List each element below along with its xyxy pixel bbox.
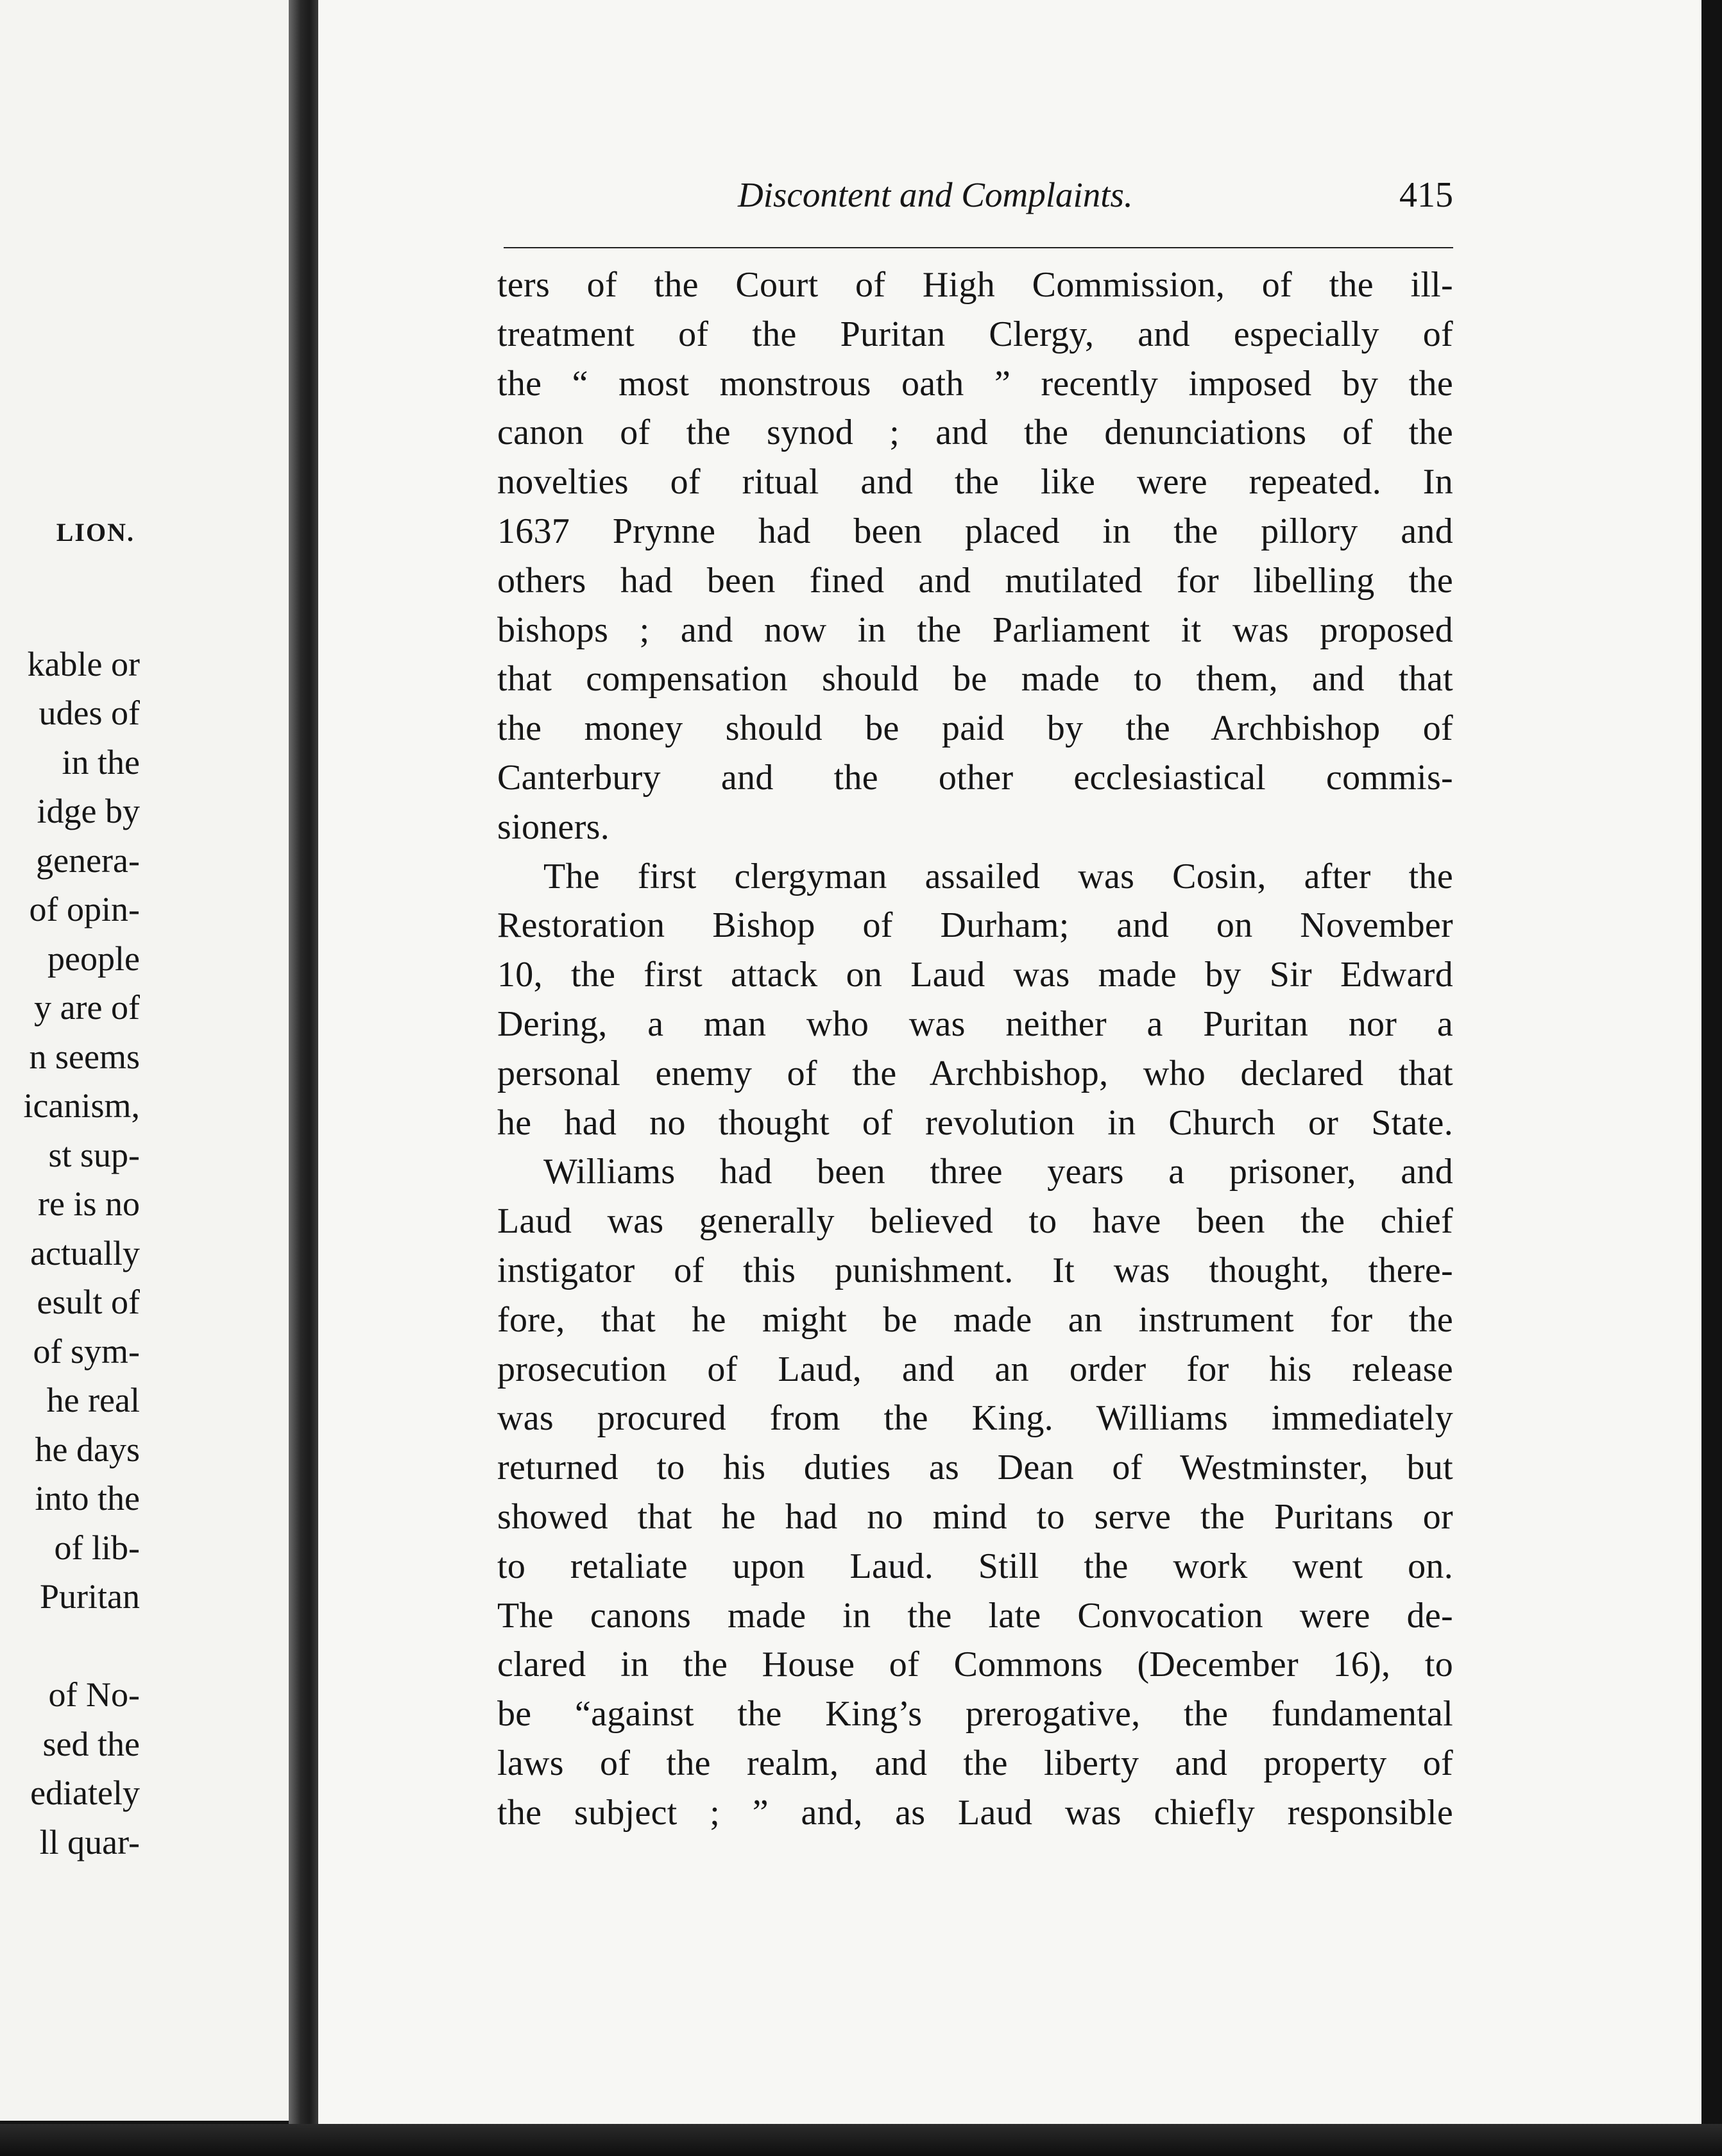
left-page-text	[0, 590, 140, 1916]
text-line: the money should be paid by the Archbishop of	[497, 708, 1453, 749]
left-line: y are of	[34, 988, 140, 1027]
text-line: fore, that he might be made an instrument for the	[497, 1299, 1453, 1340]
left-line: Puritan	[40, 1577, 140, 1616]
text-line: bishops ; and now in the Parliament it was proposed	[497, 610, 1453, 650]
text-line: clared in the House of Commons (December 16), to	[497, 1645, 1453, 1685]
left-line: he real	[46, 1381, 140, 1419]
left-line: re is no	[38, 1185, 140, 1223]
text-line: 1637 Prynne had been placed in the pillory and	[497, 511, 1453, 551]
text-line: showed that he had no mind to serve the Puritans or	[497, 1496, 1453, 1537]
paragraph	[497, 852, 1453, 1148]
book-gutter	[289, 0, 318, 2156]
text-line: canon of the synod ; and the denunciations of the	[497, 413, 1453, 453]
text-line: The canons made in the late Convocation were de-	[497, 1595, 1453, 1636]
left-line: ediately	[30, 1774, 140, 1812]
left-line: of lib-	[54, 1528, 140, 1567]
left-line: genera-	[36, 841, 140, 880]
paragraph	[497, 1147, 1453, 1837]
body-text	[497, 261, 1453, 1838]
text-line: Canterbury and the other ecclesiastical commis-	[497, 757, 1453, 798]
left-line: in the	[62, 742, 140, 782]
page-number: 415	[1399, 175, 1453, 215]
text-line: The first clergyman assailed was Cosin, after the	[543, 856, 1453, 896]
text-line: be “against the King’s prerogative, the fundamental	[497, 1694, 1453, 1734]
paragraph	[497, 261, 1453, 852]
left-line: of No-	[48, 1675, 140, 1714]
left-page-header: LION.	[56, 518, 135, 547]
left-line: idge by	[37, 792, 140, 830]
header-rule	[504, 247, 1453, 248]
running-title: Discontent and Complaints.	[738, 175, 1133, 214]
left-line: of sym-	[33, 1331, 140, 1371]
text-line: he had no thought of revolution in Church or State.	[497, 1102, 1453, 1143]
text-line: Restoration Bishop of Durham; and on November	[497, 905, 1453, 946]
text-line: 10, the first attack on Laud was made by Sir Edward	[497, 955, 1453, 995]
text-line: to retaliate upon Laud. Still the work went on.	[497, 1546, 1453, 1586]
text-line: the subject ; ” and, as Laud was chiefly responsible	[497, 1792, 1453, 1833]
left-line: n seems	[29, 1037, 140, 1076]
left-line: kable or	[27, 644, 140, 683]
text-line: laws of the realm, and the liberty and property of	[497, 1743, 1453, 1783]
text-line: sioners.	[497, 807, 610, 847]
left-line: into the	[35, 1479, 140, 1518]
left-line: ll quar-	[39, 1822, 140, 1861]
left-line: people	[47, 939, 140, 978]
left-line: icanism,	[23, 1086, 140, 1125]
text-line: Williams had been three years a prisoner, and	[543, 1152, 1453, 1192]
text-line: that compensation should be made to them, and that	[497, 659, 1453, 699]
left-line: actually	[30, 1233, 140, 1272]
text-line: returned to his duties as Dean of Westminster, but	[497, 1448, 1453, 1488]
left-line: st sup-	[48, 1135, 140, 1174]
bottom-scan-edge	[0, 2124, 1722, 2156]
right-scan-edge	[1701, 0, 1722, 2156]
running-head	[420, 175, 1453, 226]
previous-page-fragment	[0, 0, 289, 2121]
left-line: esult of	[37, 1283, 140, 1321]
text-line: the “ most monstrous oath ” recently imposed by the	[497, 363, 1453, 404]
text-line: prosecution of Laud, and an order for his release	[497, 1349, 1453, 1389]
text-line: Dering, a man who was neither a Puritan nor a	[497, 1004, 1453, 1044]
text-line: Laud was generally believed to have been the chief	[497, 1201, 1453, 1242]
text-line: others had been fined and mutilated for libelling the	[497, 560, 1453, 601]
text-line: treatment of the Puritan Clergy, and especially of	[497, 314, 1453, 354]
text-line: instigator of this punishment. It was thought, there-	[497, 1250, 1453, 1290]
left-line: he days	[35, 1430, 140, 1469]
text-line: novelties of ritual and the like were repeated. In	[497, 462, 1453, 502]
left-line: udes of	[38, 694, 140, 732]
left-line: of opin-	[29, 890, 140, 928]
text-line: was procured from the King. Williams immediately	[497, 1398, 1453, 1439]
text-line: personal enemy of the Archbishop, who declared that	[497, 1053, 1453, 1093]
text-line: ters of the Court of High Commission, of the ill-	[497, 265, 1453, 305]
left-line: sed the	[42, 1724, 140, 1763]
